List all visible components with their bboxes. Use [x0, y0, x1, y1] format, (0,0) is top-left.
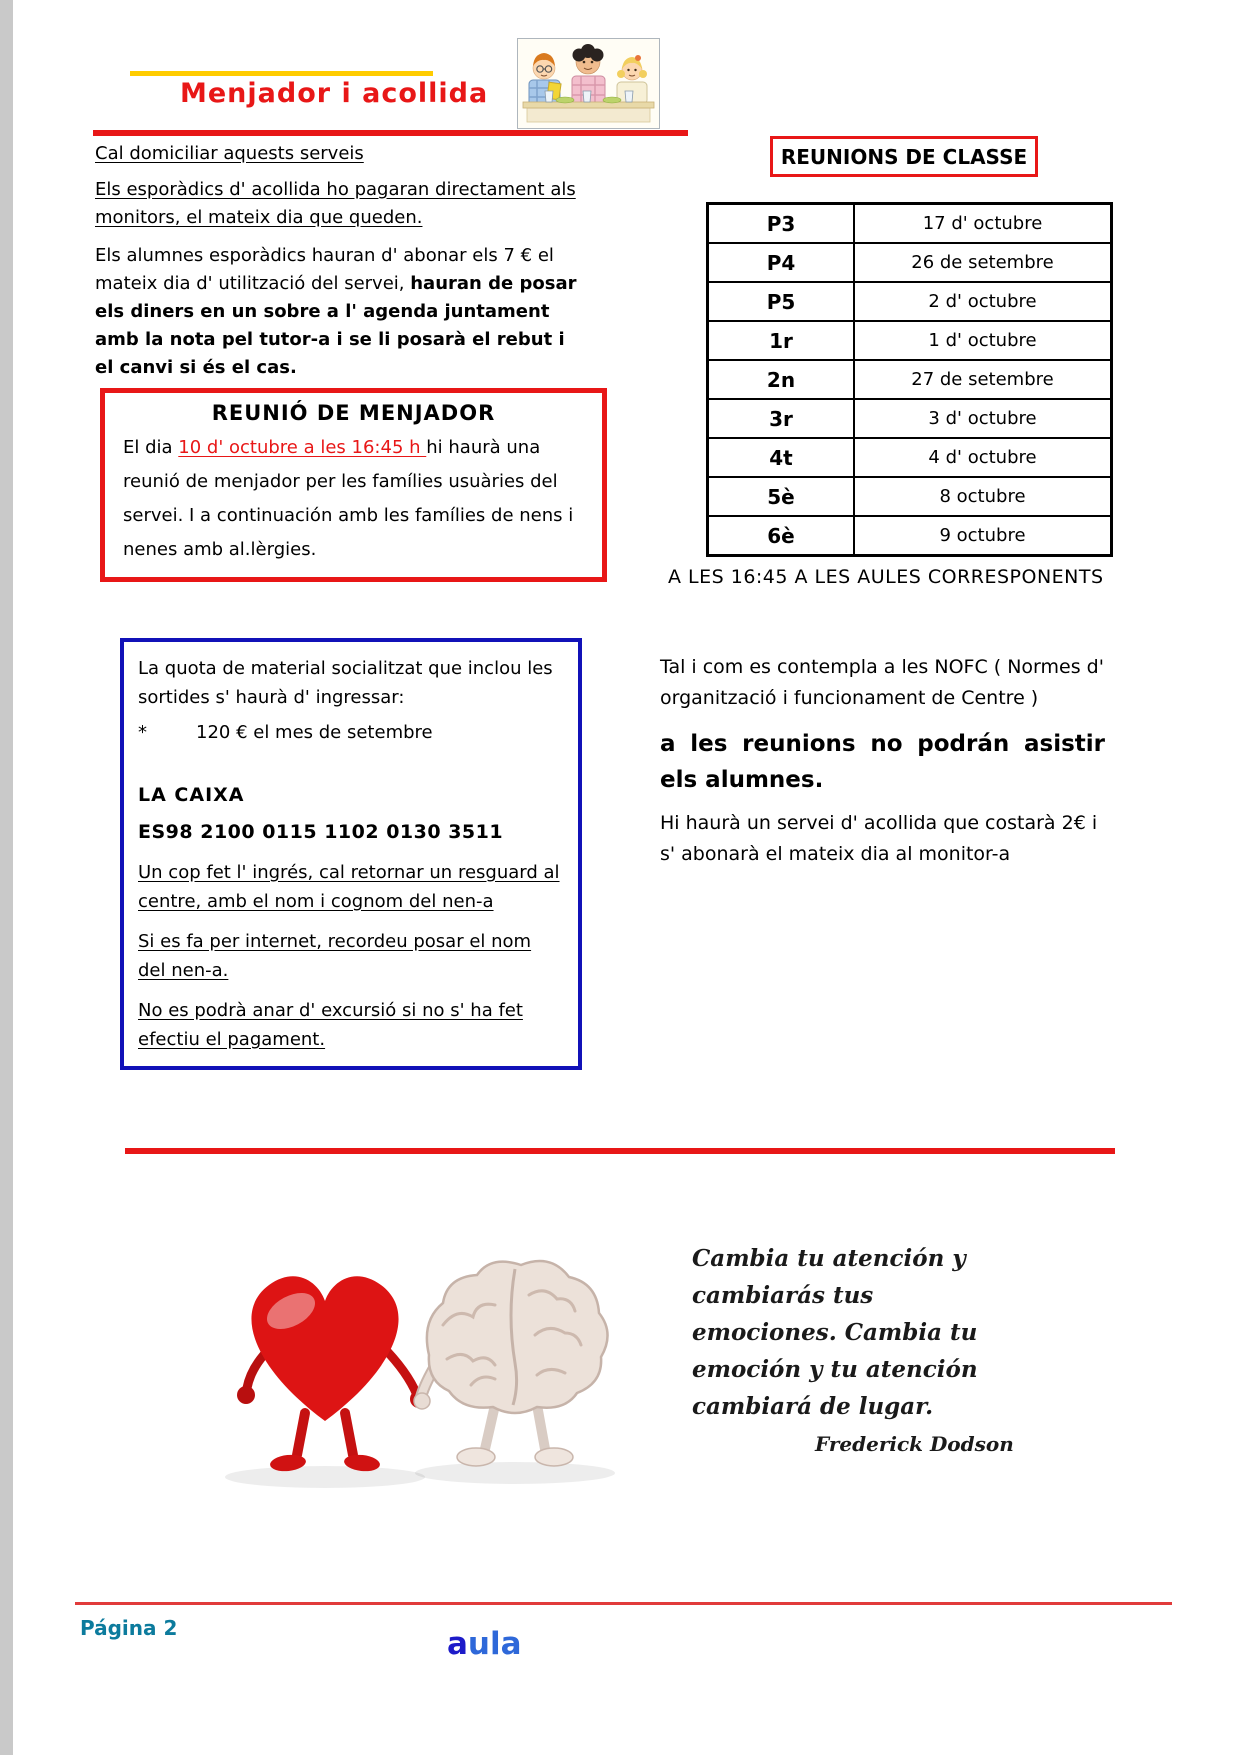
section-divider-line	[125, 1148, 1115, 1154]
nofc-section	[660, 652, 1105, 870]
reunio-body-pre: El dia	[123, 437, 179, 458]
reunio-body-post: hi haurà una reunió de menjador per les famílies usuàries del servei. I a continuación amb les famílies de nens i nenes amb al.lèrgies.	[123, 437, 574, 560]
class-level-cell: 6è	[708, 516, 855, 556]
footer-line	[75, 1602, 1172, 1605]
reunio-menjador-box	[100, 388, 607, 582]
aula-logo	[447, 1626, 522, 1662]
table-row	[708, 282, 1112, 321]
class-level-cell: 2n	[708, 360, 855, 399]
page-edge-strip	[0, 0, 13, 1755]
quota-bullet-item	[138, 718, 564, 747]
table-row	[708, 243, 1112, 282]
reunions-classe-heading-text: REUNIONS DE CLASSE	[780, 144, 1028, 169]
page-number-label: Página 2	[80, 1616, 178, 1640]
quota-material-box	[120, 638, 582, 1070]
class-level-cell: P4	[708, 243, 855, 282]
reunions-classe-heading	[770, 136, 1038, 177]
class-date-cell: 27 de setembre	[854, 360, 1112, 399]
intro-section	[95, 140, 582, 382]
class-date-cell: 8 octubre	[854, 477, 1112, 516]
class-date-cell: 4 d' octubre	[854, 438, 1112, 477]
intro-paragraph-bold: hauran de posar els diners en un sobre a l' agenda juntament amb la nota pel tutor-a i se li posarà el rebut i el canvi si és el cas.	[95, 273, 577, 378]
bank-iban: ES98 2100 0115 1102 0130 3511	[138, 821, 504, 843]
table-row	[708, 516, 1112, 556]
class-level-cell: P5	[708, 282, 855, 321]
heart-brain-illustration-icon	[185, 1225, 650, 1530]
class-level-cell: 5è	[708, 477, 855, 516]
reunions-classe-table	[706, 202, 1113, 557]
quota-bullet-text: 120 € el mes de setembre	[196, 722, 433, 743]
table-row	[708, 399, 1112, 438]
class-date-cell: 1 d' octubre	[854, 321, 1112, 360]
class-date-cell: 3 d' octubre	[854, 399, 1112, 438]
quote-author: Frederick Dodson	[815, 1432, 1014, 1456]
reunio-date-highlight: 10 d' octubre a les 16:45 h	[178, 437, 427, 458]
quota-intro: La quota de material socialitzat que inclou les sortides s' haurà d' ingressar:	[138, 658, 553, 708]
nofc-line-1: Tal i com es contempla a les NOFC ( Normes d' organització i funcionament de Centre )	[660, 656, 1104, 709]
class-date-cell: 26 de setembre	[854, 243, 1112, 282]
table-row	[708, 477, 1112, 516]
header-red-line	[93, 130, 688, 136]
quota-spacer	[138, 747, 564, 781]
reunio-menjador-body	[123, 431, 584, 567]
table-row	[708, 204, 1112, 244]
aula-logo-first-letter: a	[447, 1626, 468, 1662]
quota-note-2: Si es fa per internet, recordeu posar el nom del nen-a.	[138, 931, 532, 981]
class-date-cell: 9 octubre	[854, 516, 1112, 556]
class-date-cell: 17 d' octubre	[854, 204, 1112, 244]
header-yellow-line	[130, 71, 433, 76]
aules-note: A LES 16:45 A LES AULES CORRESPONENTS	[668, 566, 1104, 588]
reunio-menjador-title: REUNIÓ DE MENJADOR	[211, 401, 496, 425]
asterisk-bullet-icon: *	[138, 722, 147, 743]
intro-line-2: Els esporàdics d' acollida ho pagaran directament als monitors, el mateix dia que queden.	[95, 179, 576, 228]
class-level-cell: P3	[708, 204, 855, 244]
table-row	[708, 438, 1112, 477]
class-level-cell: 4t	[708, 438, 855, 477]
page-title: Menjador i acollida	[180, 78, 489, 109]
intro-paragraph	[95, 242, 582, 382]
class-date-cell: 2 d' octubre	[854, 282, 1112, 321]
class-level-cell: 3r	[708, 399, 855, 438]
nofc-bold-statement: a les reunions no podrán asistir els alumnes.	[660, 731, 1105, 793]
bank-name: LA CAIXA	[138, 784, 245, 806]
table-row	[708, 321, 1112, 360]
children-eating-illustration-icon	[517, 38, 660, 129]
intro-line-1: Cal domiciliar aquests serveis	[95, 143, 364, 164]
aula-logo-rest: ula	[467, 1626, 522, 1662]
intro-paragraph-normal: Els alumnes esporàdics hauran d' abonar els 7 € el mateix dia d' utilització del servei,	[95, 245, 554, 294]
quota-note-3: No es podrà anar d' excursió si no s' ha fet efectiu el pagament.	[138, 1000, 523, 1050]
quote-text: Cambia tu atención y cambiarás tus emociones. Cambia tu emoción y tu atención cambiará de lugar.	[692, 1245, 978, 1420]
quota-note-1: Un cop fet l' ingrés, cal retornar un resguard al centre, amb el nom i cognom del nen-a	[138, 862, 560, 912]
class-level-cell: 1r	[708, 321, 855, 360]
table-row	[708, 360, 1112, 399]
nofc-line-2: Hi haurà un servei d' acollida que costarà 2€ i s' abonarà el mateix dia al monitor-a	[660, 812, 1098, 865]
